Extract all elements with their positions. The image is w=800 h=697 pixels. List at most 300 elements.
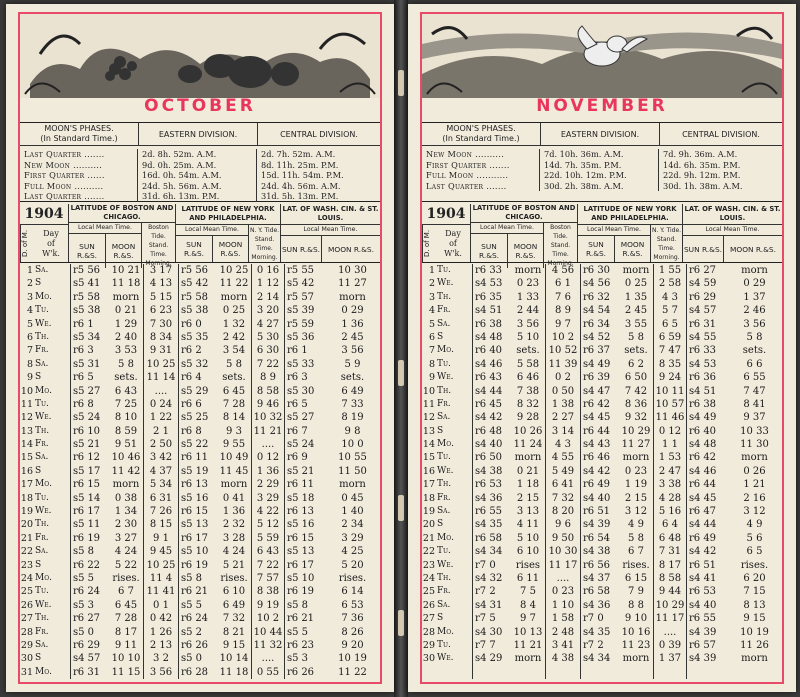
boston-sun: r6 17 — [73, 506, 101, 518]
calendar-row — [20, 492, 380, 505]
newyork-tide: 9 24 — [654, 371, 687, 384]
calendar-row — [422, 438, 782, 451]
phase-eastern-time: 22d. 10h. 12m. P.M. — [540, 170, 659, 181]
day-of-month: 5 — [428, 318, 435, 330]
day-of-week: Fr. — [435, 585, 473, 598]
newyork-moon: 3 55 — [619, 318, 654, 331]
newyork-moon: rises. — [217, 572, 252, 585]
boston-tide: 1 10 — [546, 599, 581, 612]
washington-sun: s5 24 — [287, 439, 315, 451]
day-of-month: 15 — [422, 452, 435, 464]
newyork-tide: 1 55 — [654, 264, 687, 277]
newyork-sun: s4 38 — [583, 546, 611, 558]
boston-sun: r6 29 — [73, 639, 101, 651]
newyork-sun: r5 56 — [181, 265, 209, 276]
phases-header — [20, 123, 380, 146]
phase-name: First Quarter ...... — [20, 170, 138, 181]
washington-moon: 6 14 — [341, 586, 364, 598]
newyork-moon: sets. — [619, 344, 654, 357]
washington-moon: 0 29 — [341, 305, 364, 317]
washington-moon: 5 9 — [344, 358, 361, 370]
washington-sun: r6 13 — [287, 506, 315, 518]
calendar-row — [422, 358, 782, 371]
washington-moon: morn — [741, 653, 768, 665]
newyork-sun: s4 34 — [583, 653, 611, 665]
washington-moon: 0 29 — [743, 278, 766, 290]
newyork-moon: 0 25 — [217, 304, 252, 317]
boston-tide: 9 1 — [144, 532, 179, 545]
calendar-row — [422, 626, 782, 639]
newyork-sun: r6 37 — [583, 345, 611, 357]
day-of-week: Mo. — [33, 291, 71, 304]
washington-sun: r5 59 — [287, 318, 315, 330]
washington-moon: 11 30 — [740, 439, 769, 451]
newyork-tide: 10 44 — [252, 626, 285, 639]
boston-moon: 10 46 — [109, 451, 144, 464]
boston-sun: r6 45 — [475, 398, 503, 410]
washington-moon: 1 40 — [341, 506, 364, 518]
phase-row — [20, 181, 380, 192]
calendar-row — [20, 291, 380, 304]
boston-moon: 6 11 — [511, 572, 546, 585]
boston-tide: 0 24 — [144, 398, 179, 411]
boston-sun: r6 48 — [475, 425, 503, 437]
newyork-sun: s4 47 — [583, 385, 611, 397]
phase-row — [20, 149, 380, 160]
newyork-sun: s4 43 — [583, 439, 611, 451]
boston-tide: 11 17 — [546, 559, 581, 572]
newyork-tide: 3 20 — [252, 304, 285, 317]
boston-moon: 6 7 — [109, 585, 144, 598]
boston-moon: morn — [511, 652, 546, 665]
boston-sun: s4 31 — [475, 599, 503, 611]
boston-moon: 7 5 — [511, 585, 546, 598]
washington-moon: 8 26 — [341, 626, 364, 638]
calendar-row — [422, 304, 782, 317]
newyork-tide: 0 39 — [654, 639, 687, 652]
newyork-moon: 6 7 — [619, 545, 654, 558]
newyork-sun: s5 0 — [181, 653, 203, 665]
boston-moon: 6 46 — [511, 371, 546, 384]
newyork-sun: r6 30 — [583, 265, 611, 276]
newyork-moon: 5 8 — [619, 532, 654, 545]
day-of-month: 1 — [428, 265, 435, 276]
day-of-week: Mo. — [435, 438, 473, 451]
newyork-tide: 9 46 — [252, 398, 285, 411]
boston-sun: r5 56 — [73, 265, 101, 276]
boston-tide: 6 41 — [546, 478, 581, 491]
newyork-tide: 0 12 — [654, 425, 687, 438]
newyork-tide: 11 17 — [654, 612, 687, 625]
phase-name: Last Quarter ....... — [20, 191, 138, 202]
newyork-moon: 8 8 — [619, 599, 654, 612]
day-of-month: 11 — [422, 398, 435, 410]
boston-sun: r6 27 — [73, 613, 101, 625]
boston-sun: s4 38 — [475, 465, 503, 477]
washington-group-header: LAT. OF WASH. CIN. & ST. LOUIS. Local Mean Time. SUN R.&S. MOON R.&S. — [281, 204, 380, 262]
day-of-month: 18 — [20, 492, 33, 504]
newyork-moon: 4 9 — [619, 518, 654, 531]
boston-tide: 8 20 — [546, 505, 581, 518]
moon-phases-table — [20, 122, 380, 202]
boston-moon: 11 18 — [109, 277, 144, 290]
newyork-sun: r6 24 — [181, 613, 209, 625]
phase-row — [422, 181, 782, 192]
boston-sun: r6 35 — [475, 291, 503, 303]
washington-moon: 10 55 — [338, 452, 367, 464]
calendar-row — [422, 398, 782, 411]
washington-sun: s5 5 — [287, 626, 309, 638]
washington-moon: 0 26 — [743, 465, 766, 477]
day-of-week: Sa. — [435, 505, 473, 518]
newyork-tide: 0 55 — [252, 666, 285, 679]
calendar-row — [20, 304, 380, 317]
washington-sun: s4 41 — [689, 572, 717, 584]
newyork-sun: r6 15 — [181, 506, 209, 518]
boston-sun: s5 17 — [73, 465, 101, 477]
washington-moon: 9 8 — [344, 425, 361, 437]
calendar-row — [20, 639, 380, 652]
day-of-month: 18 — [422, 492, 435, 504]
newyork-moon: 6 15 — [619, 572, 654, 585]
day-of-week: Sa. — [435, 318, 473, 331]
newyork-moon: 4 24 — [217, 545, 252, 558]
newyork-tide: 9 44 — [654, 585, 687, 598]
newyork-tide: 7 31 — [654, 545, 687, 558]
newyork-moon: 6 2 — [619, 358, 654, 371]
day-of-week-header: Day of W'k. — [42, 229, 60, 258]
day-of-week: S — [33, 371, 71, 384]
boston-moon: morn — [109, 478, 144, 491]
day-of-week: S — [435, 425, 473, 438]
washington-sun: r6 3 — [287, 372, 308, 384]
washington-moon: 5 20 — [341, 559, 364, 571]
boston-moon: 3 56 — [511, 318, 546, 331]
day-of-week: Tu. — [33, 492, 71, 505]
washington-moon: 8 41 — [743, 398, 766, 410]
boston-tide: 5 15 — [144, 291, 179, 304]
newyork-sun: s4 36 — [583, 599, 611, 611]
newyork-moon: 9 32 — [619, 411, 654, 424]
day-of-month: 12 — [20, 412, 33, 424]
newyork-tide: 5 59 — [252, 532, 285, 545]
boston-tide: 3 42 — [144, 451, 179, 464]
newyork-moon — [619, 666, 654, 679]
washington-sun: r6 11 — [287, 479, 315, 491]
boston-moon: 5 10 — [511, 331, 546, 344]
washington-moon: 2 46 — [743, 305, 766, 317]
newyork-moon: 2 15 — [619, 492, 654, 505]
newyork-tide: 0 16 — [252, 264, 285, 277]
boston-tide: 3 41 — [546, 639, 581, 652]
boston-moon: 4 24 — [109, 545, 144, 558]
day-of-month: 19 — [20, 506, 33, 518]
washington-sun: s4 49 — [689, 412, 717, 424]
calendar-row — [20, 626, 380, 639]
day-of-month: 25 — [422, 586, 435, 598]
boston-tide: 3 56 — [144, 666, 179, 679]
boston-moon: 9 11 — [109, 639, 144, 652]
phase-row — [20, 170, 380, 181]
washington-sun: s5 18 — [287, 492, 315, 504]
boston-moon: 11 42 — [109, 465, 144, 478]
washington-sun: r6 53 — [689, 586, 717, 598]
newyork-moon: 10 14 — [217, 652, 252, 665]
washington-sun: s4 53 — [689, 358, 717, 370]
washington-moon: 2 45 — [341, 331, 364, 343]
boston-tide: 10 2 — [546, 331, 581, 344]
boston-sun: s5 41 — [73, 278, 101, 290]
boston-sun — [473, 666, 511, 679]
phases-col2-title: EASTERN DIVISION. — [139, 123, 258, 145]
day-of-month: 10 — [422, 385, 435, 397]
day-of-month: 14 — [20, 439, 33, 451]
newyork-tide: 7 22 — [252, 358, 285, 371]
phase-eastern-time: 24d. 5h. 56m. A.M. — [138, 181, 257, 192]
newyork-moon: 1 36 — [217, 505, 252, 518]
washington-sun: r6 23 — [287, 639, 315, 651]
day-of-week: Fr. — [435, 398, 473, 411]
washington-moon: morn — [339, 291, 366, 303]
washington-moon: 5 8 — [746, 331, 763, 343]
phases-col1-subtitle: (In Standard Time.) — [442, 134, 520, 143]
boston-moon: 2 15 — [511, 492, 546, 505]
boston-sun: r7 0 — [475, 559, 496, 571]
phase-row — [422, 160, 782, 171]
calendar-row — [422, 344, 782, 357]
day-of-week: We. — [435, 559, 473, 572]
washington-sun: s5 30 — [287, 385, 315, 397]
phase-name: New Moon .......... — [20, 160, 138, 171]
calendar-row — [422, 425, 782, 438]
newyork-sun: s4 39 — [583, 519, 611, 531]
boston-moon: 6 45 — [109, 599, 144, 612]
newyork-tide: 9 19 — [252, 599, 285, 612]
newyork-sun: s5 19 — [181, 465, 209, 477]
phase-eastern-time: 7d. 10h. 36m. A.M. — [540, 149, 659, 160]
boston-moon: 11 15 — [109, 666, 144, 679]
boston-tide: 9 31 — [144, 344, 179, 357]
day-of-week: Mo. — [33, 478, 71, 491]
calendar-row — [20, 599, 380, 612]
washington-moon — [727, 666, 782, 679]
washington-sun: r6 51 — [689, 559, 717, 571]
boston-tide: 7 26 — [144, 505, 179, 518]
boston-moon: 0 23 — [511, 277, 546, 290]
day-of-week: S — [435, 612, 473, 625]
calendar-row — [422, 451, 782, 464]
newyork-sun: r7 2 — [583, 639, 604, 651]
washington-moon: rises. — [740, 559, 769, 571]
day-of-month: 9 — [428, 372, 435, 384]
boston-moon: 8 4 — [511, 599, 546, 612]
boston-moon: 9 28 — [511, 411, 546, 424]
newyork-moon: 6 50 — [619, 371, 654, 384]
boston-moon: 10 26 — [511, 425, 546, 438]
boston-sun: s4 48 — [475, 331, 503, 343]
newyork-tide: 0 12 — [252, 451, 285, 464]
book-binding — [394, 0, 408, 697]
boston-sun: s4 36 — [475, 492, 503, 504]
phases-col2-title: EASTERN DIVISION. — [541, 123, 660, 145]
boston-tide: 4 55 — [546, 451, 581, 464]
washington-sun: r5 55 — [287, 265, 315, 276]
boston-tide: 1 22 — [144, 411, 179, 424]
washington-sun: s4 45 — [689, 492, 717, 504]
washington-sun: s5 39 — [287, 305, 315, 317]
washington-moon: sets. — [742, 345, 767, 357]
boston-tide: 11 4 — [144, 572, 179, 585]
calendar-row — [20, 505, 380, 518]
newyork-sun: s5 32 — [181, 358, 209, 370]
boston-tide: 10 52 — [546, 344, 581, 357]
day-of-week: Mo. — [435, 626, 473, 639]
newyork-sun: s4 37 — [583, 572, 611, 584]
day-of-month: 6 — [26, 331, 33, 343]
day-of-week: Th. — [435, 572, 473, 585]
newyork-sun: r6 21 — [181, 586, 209, 598]
boston-moon: morn — [511, 264, 546, 277]
washington-sun: r6 55 — [689, 613, 717, 625]
washington-moon: 9 15 — [743, 613, 766, 625]
newyork-tide: .... — [654, 626, 687, 639]
month-title: OCTOBER — [144, 96, 256, 116]
boston-tide: 5 34 — [144, 478, 179, 491]
boston-moon: 5 58 — [511, 358, 546, 371]
phase-central-time: 22d. 9h. 12m. P.M. — [663, 170, 741, 180]
day-of-week: Tu. — [33, 398, 71, 411]
day-of-week: Th. — [33, 612, 71, 625]
boston-moon: 9 51 — [109, 438, 144, 451]
day-of-week: We. — [435, 277, 473, 290]
boston-tide: 2 1 — [144, 425, 179, 438]
washington-sun: r6 27 — [689, 265, 717, 276]
newyork-moon: 8 14 — [217, 411, 252, 424]
day-of-month: 19 — [422, 506, 435, 518]
phase-central-time: 15d. 11h. 54m. P.M. — [261, 170, 344, 180]
newyork-moon: rises. — [619, 559, 654, 572]
newyork-tide: .... — [252, 652, 285, 665]
boston-sun: r6 24 — [73, 586, 101, 598]
newyork-sun: r6 6 — [181, 398, 202, 410]
calendar-header — [20, 204, 380, 267]
day-of-month: 12 — [422, 412, 435, 424]
boston-moon: 2 44 — [511, 304, 546, 317]
newyork-moon: 0 25 — [619, 277, 654, 290]
day-of-week: Fr. — [33, 626, 71, 639]
boston-moon: rises. — [109, 572, 144, 585]
day-of-month: 7 — [26, 345, 33, 357]
boston-sun: s4 51 — [475, 305, 503, 317]
boston-sun: s5 24 — [73, 412, 101, 424]
day-of-week: S — [33, 277, 71, 290]
phase-name: First Quarter ....... — [422, 160, 540, 171]
day-of-week: Mo. — [435, 532, 473, 545]
calendar-row — [20, 545, 380, 558]
phases-col3-title: CENTRAL DIVISION. — [682, 129, 760, 139]
newyork-moon: 3 54 — [217, 344, 252, 357]
boston-moon: sets. — [511, 344, 546, 357]
day-of-month-header: D. of M. — [422, 225, 436, 262]
washington-moon: 3 56 — [743, 318, 766, 330]
day-of-month: 5 — [26, 318, 33, 330]
boston-moon: 7 25 — [109, 398, 144, 411]
newyork-moon: 11 22 — [217, 277, 252, 290]
boston-sun: r6 12 — [73, 452, 101, 464]
phase-central-time: 14d. 6h. 35m. P.M. — [663, 159, 741, 170]
boston-sun: r6 1 — [73, 318, 94, 330]
calendar-row — [422, 532, 782, 545]
boston-tide: 6 23 — [144, 304, 179, 317]
calendar-row — [422, 318, 782, 331]
calendar-row — [20, 451, 380, 464]
calendar-row — [422, 572, 782, 585]
calendar-row — [20, 398, 380, 411]
boston-moon: 7 28 — [109, 612, 144, 625]
day-of-month: 21 — [20, 532, 33, 544]
day-of-month: 13 — [20, 425, 33, 437]
day-of-week: We. — [435, 371, 473, 384]
calendar-row — [422, 385, 782, 398]
washington-sun: s5 10 — [287, 572, 315, 584]
newyork-tide: 8 17 — [654, 559, 687, 572]
boston-tide: 0 42 — [144, 612, 179, 625]
washington-sun: r6 17 — [287, 559, 315, 571]
boston-moon: 5 8 — [109, 358, 144, 371]
day-of-week: Tu. — [435, 639, 473, 652]
boston-sun: s5 11 — [73, 519, 101, 531]
newyork-sun: r6 44 — [583, 425, 611, 437]
boston-moon: 3 13 — [511, 505, 546, 518]
october-page — [6, 4, 394, 692]
boston-sun: s4 53 — [475, 278, 503, 290]
boston-tide: 2 50 — [144, 438, 179, 451]
calendar-row — [422, 264, 782, 277]
day-of-month: 22 — [20, 546, 33, 558]
boston-tide: 4 56 — [546, 264, 581, 277]
washington-moon: 8 19 — [341, 412, 364, 424]
washington-moon: 6 5 — [746, 546, 763, 558]
boston-tide: 9 50 — [546, 532, 581, 545]
day-of-week: Fr. — [33, 532, 71, 545]
newyork-moon: 9 15 — [217, 639, 252, 652]
boston-moon: 3 53 — [109, 344, 144, 357]
washington-moon: 10 33 — [740, 425, 769, 437]
newyork-tide: 10 32 — [252, 411, 285, 424]
washington-moon: 4 9 — [746, 519, 763, 531]
newyork-tide — [654, 666, 687, 679]
boston-moon: 8 10 — [109, 411, 144, 424]
calendar-row — [20, 559, 380, 572]
newyork-tide: 8 58 — [654, 572, 687, 585]
boston-moon: 5 22 — [109, 559, 144, 572]
boston-sun: r6 40 — [475, 345, 503, 357]
day-of-week: Sa. — [33, 545, 71, 558]
newyork-tide: 2 14 — [252, 291, 285, 304]
phase-row — [20, 160, 380, 171]
calendar-row — [20, 358, 380, 371]
newyork-sun: s4 52 — [583, 331, 611, 343]
day-of-month: 15 — [20, 452, 33, 464]
harvest-engraving — [20, 14, 380, 98]
day-of-month: 28 — [20, 626, 33, 638]
boston-tide: 3 2 — [144, 652, 179, 665]
newyork-tide: 11 46 — [654, 411, 687, 424]
washington-sun: s5 33 — [287, 358, 315, 370]
newyork-moon: 7 42 — [619, 385, 654, 398]
day-of-week: Th. — [33, 331, 71, 344]
boston-tide: 8 34 — [144, 331, 179, 344]
